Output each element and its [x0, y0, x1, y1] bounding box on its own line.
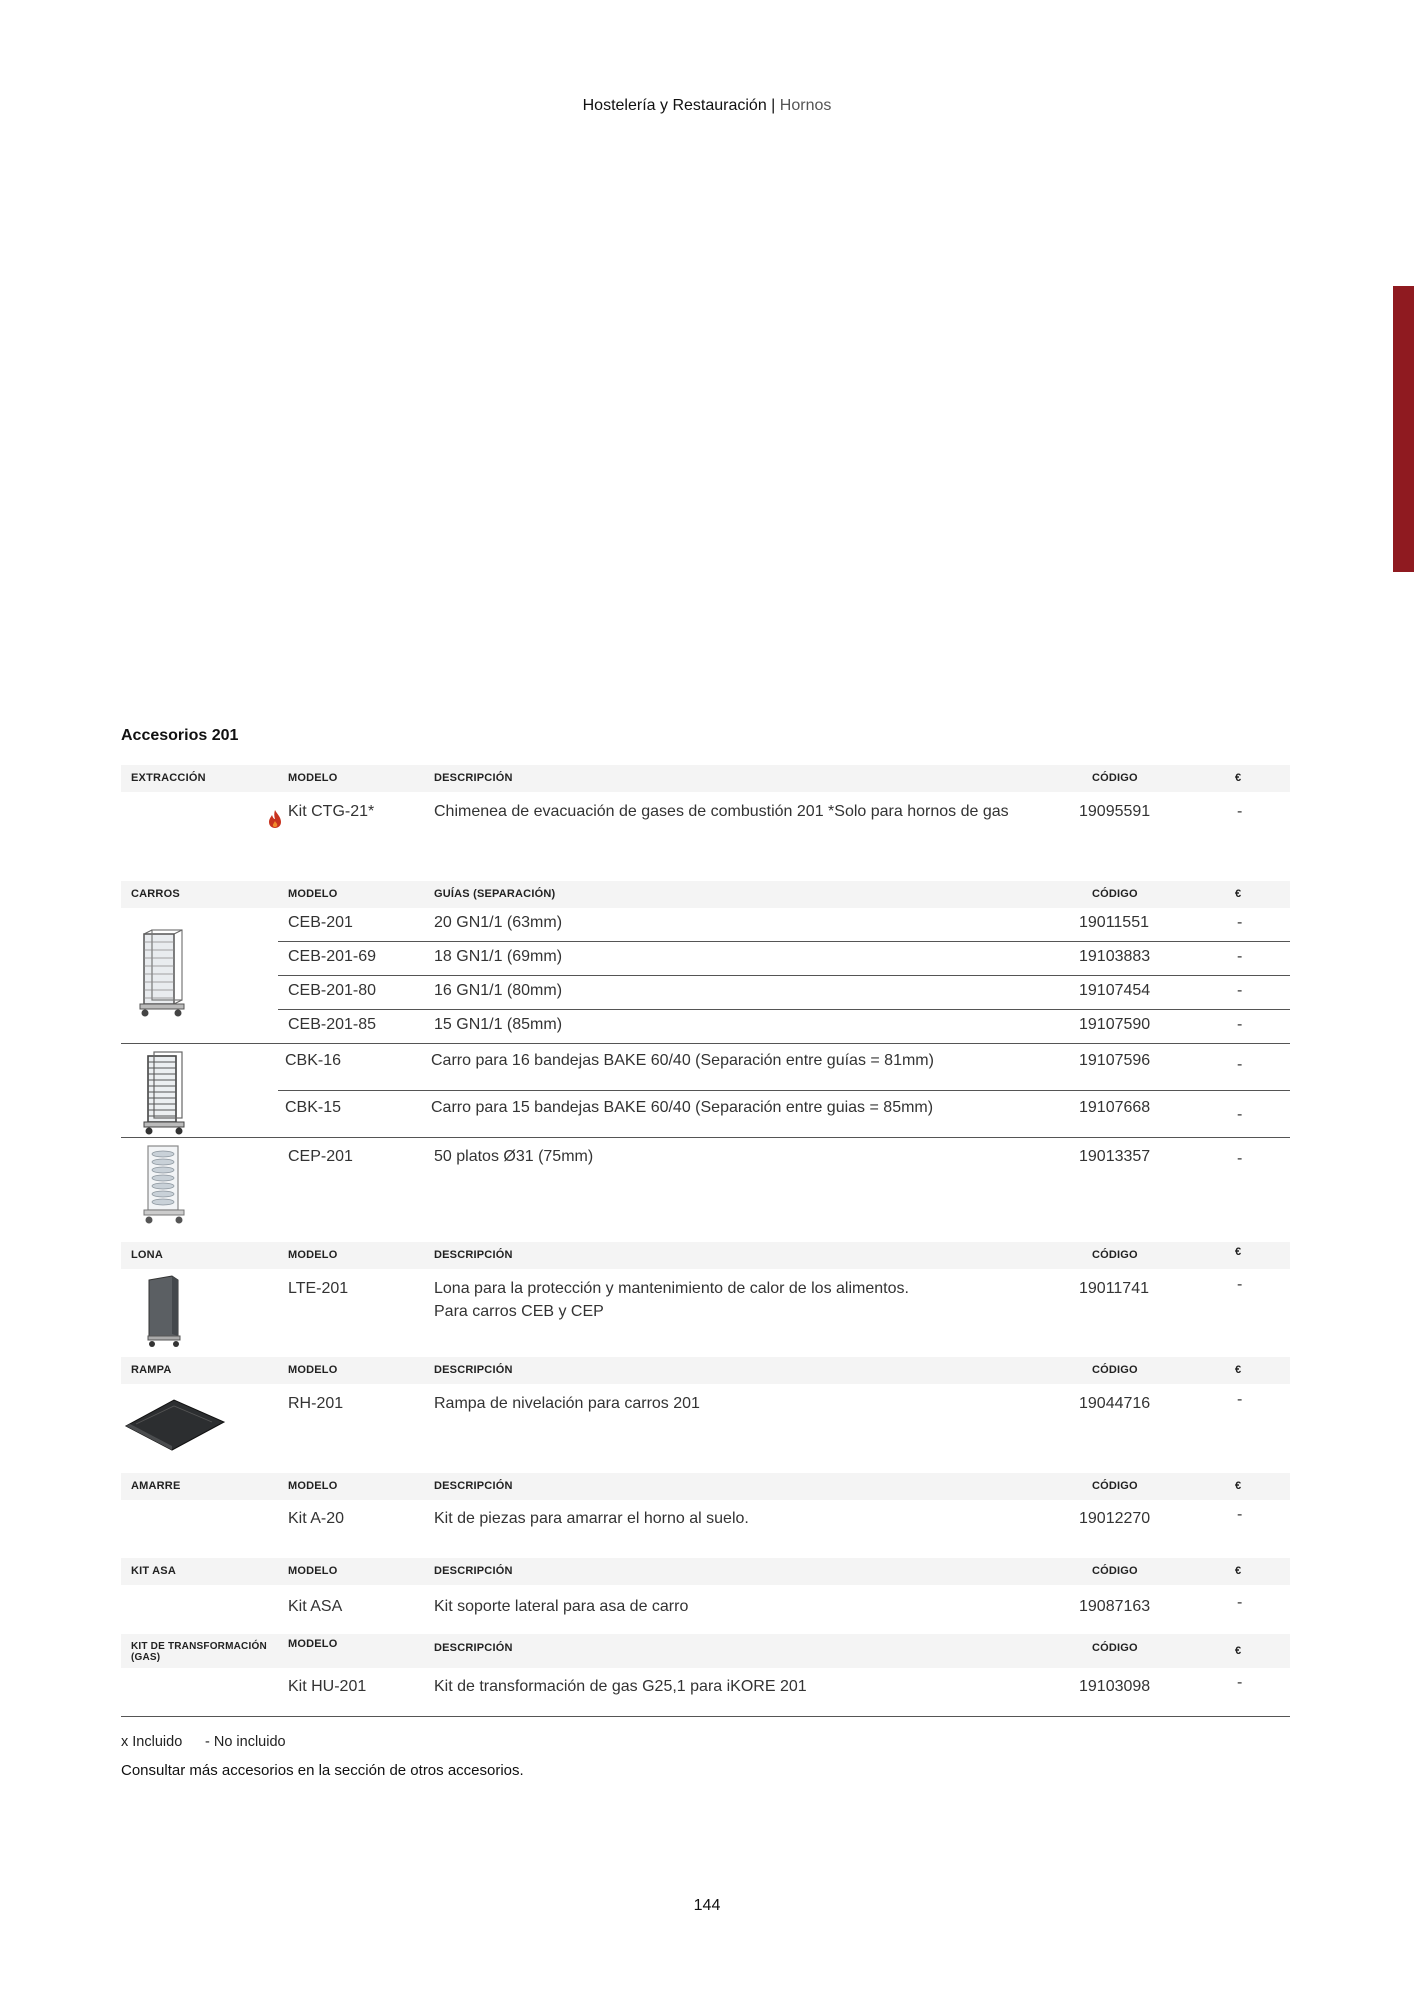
carros-row-modelo: CEB-201-69: [288, 948, 377, 965]
amarre-category: AMARRE: [131, 1480, 181, 1492]
transformacion-price: -: [1237, 1674, 1243, 1691]
carros-row-modelo: CEB-201: [288, 914, 353, 931]
carros-row-codigo: 19103883: [1079, 948, 1151, 965]
kitasa-price: -: [1237, 1594, 1243, 1611]
row-divider: [278, 1090, 1290, 1091]
section-title: Accesorios 201: [121, 727, 239, 744]
lona-desc-line2: Para carros CEB y CEP: [434, 1303, 604, 1320]
transformacion-col-modelo: MODELO: [288, 1638, 338, 1650]
carros-row-desc: 16 GN1/1 (80mm): [434, 982, 563, 999]
carros-col-modelo: MODELO: [288, 888, 338, 900]
carros-row-price: -: [1237, 948, 1243, 965]
extraccion-desc: Chimenea de evacuación de gases de combustión 201 *Solo para hornos de gas: [434, 803, 1009, 820]
extraccion-col-modelo: MODELO: [288, 772, 338, 784]
carros-row-desc: 15 GN1/1 (85mm): [434, 1016, 563, 1033]
lona-col-codigo: CÓDIGO: [1092, 1249, 1138, 1261]
page-header: [0, 97, 1414, 115]
kitasa-desc: Kit soporte lateral para asa de carro: [434, 1598, 689, 1615]
carros-row-modelo: CEB-201-80: [288, 982, 377, 999]
carros-row-modelo: CBK-15: [285, 1099, 342, 1116]
extraccion-col-price: €: [1235, 772, 1242, 784]
carros-row-modelo: CBK-16: [285, 1052, 342, 1069]
lona-col-modelo: MODELO: [288, 1249, 338, 1261]
kitasa-category: KIT ASA: [131, 1565, 176, 1577]
carros-row-codigo: 19107596: [1079, 1052, 1151, 1069]
carros-row-desc: 50 platos Ø31 (75mm): [434, 1148, 594, 1165]
section-tab-marker: [1393, 286, 1414, 572]
header-subtitle: Hornos: [779, 97, 832, 114]
transformacion-col-codigo: CÓDIGO: [1092, 1642, 1138, 1654]
ceb-trolley-image: [138, 928, 188, 1018]
gas-flame-icon: [268, 809, 282, 829]
footnote: Consultar más accesorios en la sección de otros accesorios.: [121, 1762, 524, 1779]
rampa-col-codigo: CÓDIGO: [1092, 1364, 1138, 1376]
carros-col-price: €: [1235, 888, 1242, 900]
lona-desc-line1: Lona para la protección y mantenimiento de calor de los alimentos.: [434, 1280, 909, 1297]
carros-row-codigo: 19013357: [1079, 1148, 1151, 1165]
extraccion-modelo: Kit CTG-21*: [288, 803, 375, 820]
amarre-codigo: 19012270: [1079, 1510, 1151, 1527]
carros-category: CARROS: [131, 888, 180, 900]
extraccion-col-desc: DESCRIPCIÓN: [434, 772, 513, 784]
header-separator: |: [771, 97, 776, 114]
kitasa-col-codigo: CÓDIGO: [1092, 1565, 1138, 1577]
lona-price: -: [1237, 1276, 1243, 1293]
lona-col-desc: DESCRIPCIÓN: [434, 1249, 513, 1261]
carros-row-price: -: [1237, 982, 1243, 999]
carros-row-price: -: [1237, 1016, 1243, 1033]
rampa-col-modelo: MODELO: [288, 1364, 338, 1376]
amarre-modelo: Kit A-20: [288, 1510, 345, 1527]
extraccion-col-codigo: CÓDIGO: [1092, 772, 1138, 784]
legend-incluido: x Incluido: [121, 1734, 183, 1750]
cbk-trolley-image: [142, 1050, 188, 1136]
row-divider: [278, 1009, 1290, 1010]
carros-row-desc: Carro para 16 bandejas BAKE 60/40 (Separación entre guías = 81mm): [431, 1052, 934, 1069]
amarre-col-codigo: CÓDIGO: [1092, 1480, 1138, 1492]
extraccion-category: EXTRACCIÓN: [131, 772, 206, 784]
rampa-col-desc: DESCRIPCIÓN: [434, 1364, 513, 1376]
kitasa-codigo: 19087163: [1079, 1598, 1151, 1615]
lona-modelo: LTE-201: [288, 1280, 349, 1297]
rampa-modelo: RH-201: [288, 1395, 344, 1412]
carros-row-codigo: 19107590: [1079, 1016, 1151, 1033]
cep-plate-trolley-image: [142, 1142, 188, 1226]
table-bottom-rule: [121, 1716, 1290, 1717]
carros-col-desc: GUÍAS (SEPARACIÓN): [434, 888, 556, 900]
kitasa-col-price: €: [1235, 1565, 1242, 1577]
extraccion-price: -: [1237, 803, 1243, 820]
carros-row-modelo: CEP-201: [288, 1148, 353, 1165]
transformacion-modelo: Kit HU-201: [288, 1678, 367, 1695]
extraccion-codigo: 19095591: [1079, 803, 1151, 820]
amarre-col-price: €: [1235, 1480, 1242, 1492]
carros-row-modelo: CEB-201-85: [288, 1016, 377, 1033]
row-divider: [278, 975, 1290, 976]
kitasa-modelo: Kit ASA: [288, 1598, 343, 1615]
transformacion-codigo: 19103098: [1079, 1678, 1151, 1695]
carros-row-desc: 20 GN1/1 (63mm): [434, 914, 563, 931]
carros-row-price: -: [1237, 1150, 1243, 1167]
row-divider: [121, 1043, 1290, 1044]
carros-row-price: -: [1237, 1106, 1243, 1123]
row-divider: [278, 941, 1290, 942]
header-title: Hostelería y Restauración: [582, 97, 767, 114]
rampa-col-price: €: [1235, 1364, 1242, 1376]
carros-row-desc: 18 GN1/1 (69mm): [434, 948, 563, 965]
carros-row-codigo: 19107668: [1079, 1099, 1151, 1116]
carros-row-codigo: 19107454: [1079, 982, 1151, 999]
carros-row-price: -: [1237, 1056, 1243, 1073]
carros-col-codigo: CÓDIGO: [1092, 888, 1138, 900]
rampa-codigo: 19044716: [1079, 1395, 1151, 1412]
ramp-image: [122, 1396, 228, 1452]
lona-col-price: €: [1235, 1246, 1242, 1258]
legend-no-incluido: - No incluido: [205, 1734, 286, 1750]
amarre-col-desc: DESCRIPCIÓN: [434, 1480, 513, 1492]
transformacion-category: [131, 1641, 267, 1663]
rampa-category: RAMPA: [131, 1364, 172, 1376]
carros-row-codigo: 19011551: [1079, 914, 1149, 931]
page-number: 144: [693, 1897, 721, 1914]
kitasa-col-modelo: MODELO: [288, 1565, 338, 1577]
rampa-desc: Rampa de nivelación para carros 201: [434, 1395, 700, 1412]
transformacion-col-desc: DESCRIPCIÓN: [434, 1642, 513, 1654]
amarre-desc: Kit de piezas para amarrar el horno al suelo.: [434, 1510, 749, 1527]
carros-row-desc: Carro para 15 bandejas BAKE 60/40 (Separación entre guias = 85mm): [431, 1099, 934, 1116]
transformacion-category-line2: (GAS): [131, 1652, 161, 1663]
amarre-price: -: [1237, 1506, 1243, 1523]
lona-cover-image: [144, 1274, 186, 1348]
amarre-col-modelo: MODELO: [288, 1480, 338, 1492]
carros-row-price: -: [1237, 914, 1243, 931]
lona-category: LONA: [131, 1249, 163, 1261]
rampa-price: -: [1237, 1391, 1243, 1408]
transformacion-col-price: €: [1235, 1645, 1242, 1657]
transformacion-category-line1: KIT DE TRANSFORMACIÓN: [131, 1641, 267, 1652]
row-divider: [121, 1137, 1290, 1138]
transformacion-desc: Kit de transformación de gas G25,1 para iKORE 201: [434, 1678, 807, 1695]
kitasa-col-desc: DESCRIPCIÓN: [434, 1565, 513, 1577]
lona-codigo: 19011741: [1079, 1280, 1149, 1297]
